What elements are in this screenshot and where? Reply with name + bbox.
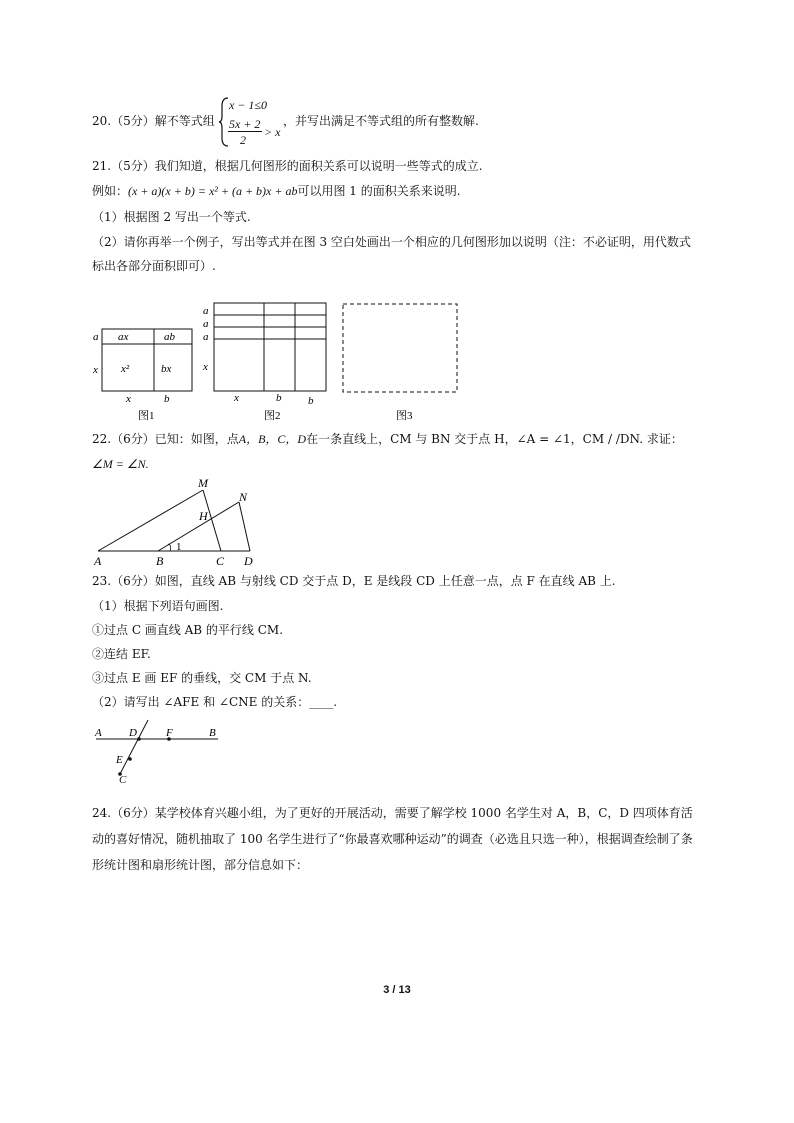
q20-inequality-2-rhs: > x (264, 125, 281, 139)
fig1-cell-x2: x² (121, 363, 130, 375)
fig2-label-x: x (203, 361, 208, 373)
fig1-caption: 图1 (138, 410, 155, 422)
fig1-bottom-x: x (126, 393, 131, 405)
figure-1 (88, 324, 198, 424)
fig2-label-a3: a (203, 331, 209, 343)
q20-fraction-denominator: 2 (240, 133, 246, 147)
q21-example-prefix: 例如： (92, 184, 129, 198)
figure-3 (338, 300, 463, 424)
q23-stem: 23.（6分）如图，直线 AB 与射线 CD 交于点 D，E 是线段 CD 上任意一点，点 F 在直线 AB 上. (92, 574, 616, 588)
fig1-cell-bx: bx (161, 363, 172, 375)
fig2-bottom-b2: b (308, 395, 314, 407)
q20-inequality-1: x − 1≤0 (229, 98, 268, 112)
q22-line1 (92, 431, 683, 447)
q21-example-suffix: 可以用图 1 的面积关系来说明. (297, 184, 461, 198)
q23-label-B: B (209, 727, 216, 739)
q23-step1: ①过点 C 画直线 AB 的平行线 CM. (92, 623, 284, 637)
fig1-label-x: x (93, 364, 98, 376)
q23-label-A: A (95, 727, 102, 739)
fig1-cell-ab: ab (164, 331, 175, 343)
q23-label-F: F (166, 727, 173, 739)
fig2-caption: 图2 (264, 410, 281, 422)
q21-part2-line2: 标出各部分面积即可）. (92, 259, 216, 273)
q20-prefix: 20.（5分）解不等式组 (92, 114, 215, 128)
q21-part2-line1: （2）请你再举一个例子，写出等式并在图 3 空白处画出一个相应的几何图形加以说明（注：不必证明，用代数式 (92, 235, 691, 249)
q23-label-D: D (129, 727, 137, 739)
fig2-bottom-x: x (234, 392, 239, 404)
q21-example-formula: (x + a)(x + b) = x² + (a + b)x + ab (128, 184, 298, 198)
q24-line1: 24.（6分）某学校体育兴趣小组，为了更好的开展活动，需要了解学校 1000 名学生对 A，B，C，D 四项体育活 (92, 806, 693, 820)
fig1-bottom-b: b (164, 393, 170, 405)
fig2-label-a2: a (203, 318, 209, 330)
q22-line1-prefix: 22.（6分）已知：如图，点 (92, 432, 239, 446)
q22-label-M: M (198, 476, 208, 490)
q21-stem: 21.（5分）我们知道，根据几何图形的面积关系可以说明一些等式的成立. (92, 159, 483, 173)
q24-line3: 形统计图和扇形统计图，部分信息如下： (92, 858, 309, 872)
figure-2 (198, 298, 333, 424)
q22-label-H: H (199, 509, 208, 523)
q24-line2: 动的喜好情况，随机抽取了 100 名学生进行了“你最喜欢哪种运动”的调查（必选且只选一种），根据调查绘制了条 (92, 832, 693, 846)
q23-label-C: C (119, 774, 127, 786)
q22-label-D: D (244, 554, 253, 568)
q23-step3: ③过点 E 画 EF 的垂线，交 CM 于点 N. (92, 671, 312, 685)
q22-figure (90, 474, 270, 570)
fig2-label-a1: a (203, 305, 209, 317)
q22-label-C: C (216, 554, 225, 568)
q22-label-N: N (239, 490, 248, 504)
fig1-label-a: a (93, 331, 99, 343)
fig2-bottom-b1: b (276, 392, 282, 404)
q23-part2: （2）请写出 ∠AFE 和 ∠CNE 的关系：____. (92, 695, 338, 709)
q20-fraction-numerator: 5x + 2 (229, 117, 261, 131)
q22-points: A，B，C，D (238, 432, 307, 446)
q21-example (92, 183, 461, 199)
q23-part1: （1）根据下列语句画图. (92, 599, 224, 613)
q23-figure (90, 718, 230, 776)
q22-line2: ∠M = ∠N. (92, 457, 149, 471)
q22-label-A: A (94, 554, 102, 568)
q22-line1-rest: 在一条直线上，CM 与 BN 交于点 H，∠A = ∠1，CM / /DN. 求证： (306, 432, 683, 446)
q20-suffix: ，并写出满足不等式组的所有整数解. (283, 114, 479, 128)
q23-label-E: E (116, 754, 123, 766)
q23-step2: ②连结 EF. (92, 647, 151, 661)
page-number: 3 / 13 (383, 984, 411, 996)
fig1-cell-ax: ax (118, 331, 129, 343)
q21-part1: （1）根据图 2 写出一个等式. (92, 210, 251, 224)
q22-label-B: B (156, 554, 164, 568)
q22-label-angle-1: 1 (176, 541, 182, 553)
fig3-caption: 图3 (396, 410, 413, 422)
